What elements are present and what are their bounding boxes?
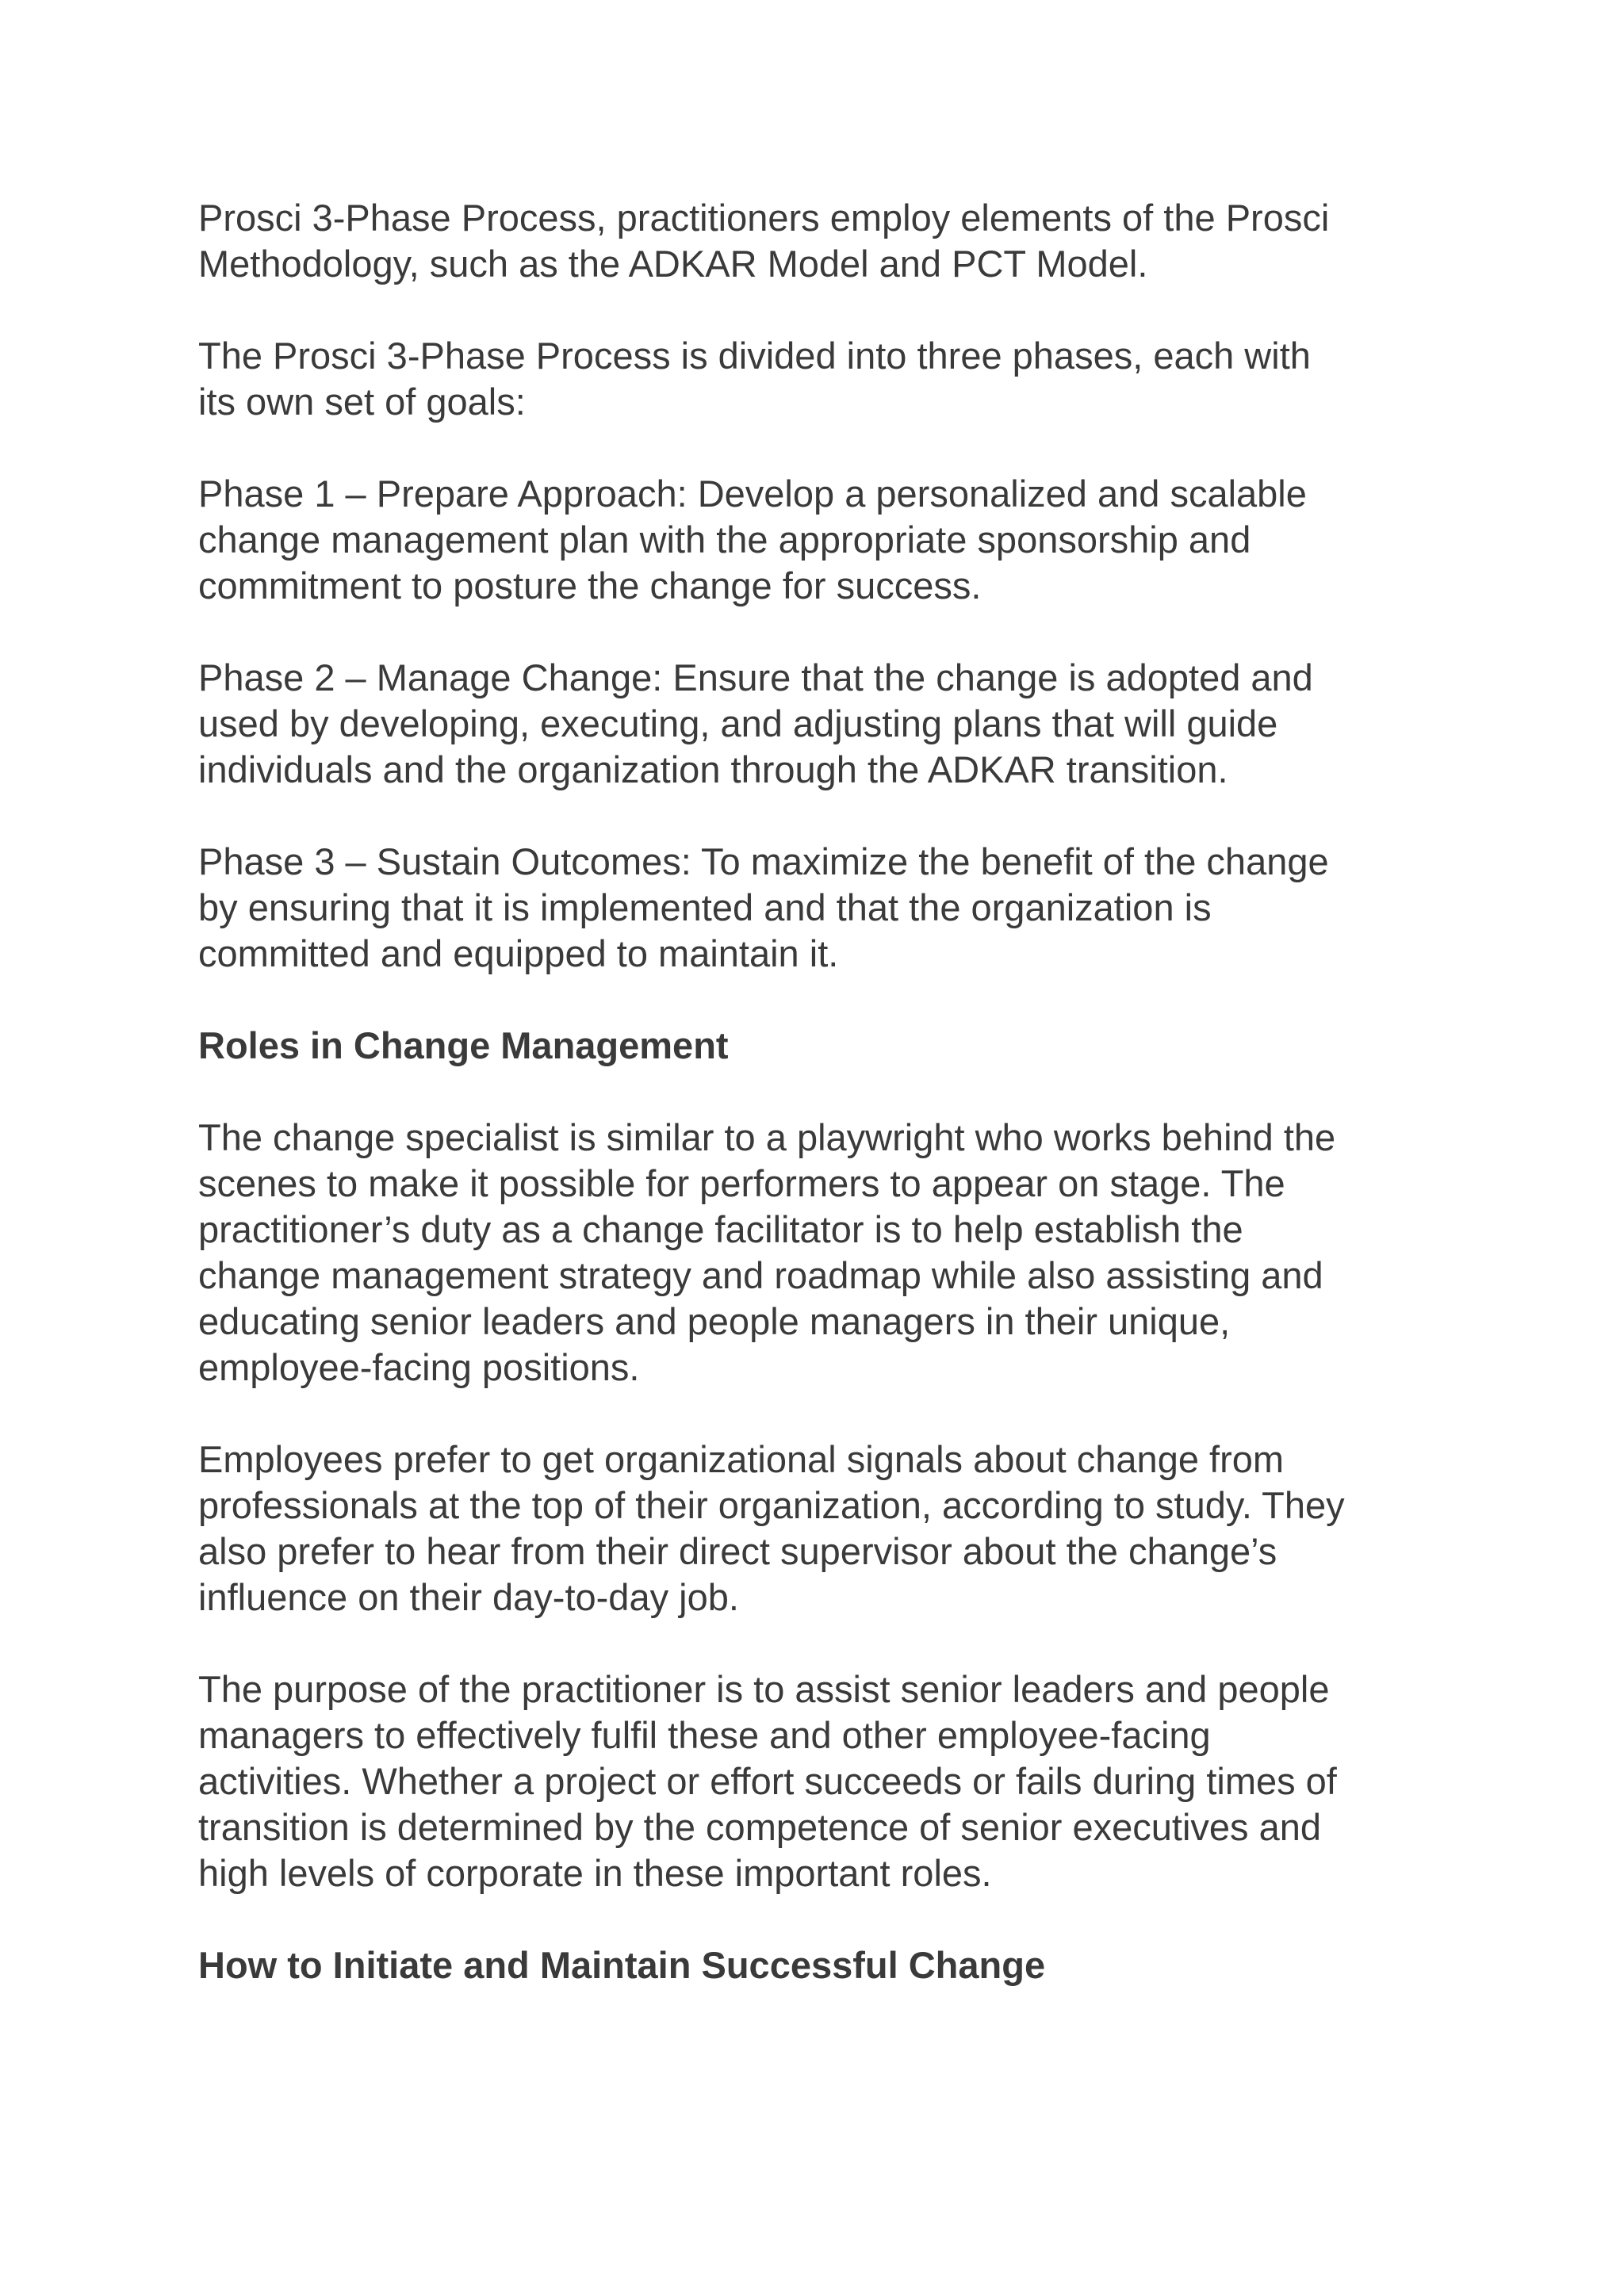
initiate-heading: How to Initiate and Maintain Successful Change <box>198 1944 1046 1986</box>
phase-2-paragraph: Phase 2 – Manage Change: Ensure that the change is adopted and used by developing, executing, and adjusting plans that will guide individuals and the organization through the ADKAR transition. <box>198 656 1313 790</box>
roles-paragraph-2: Employees prefer to get organizational signals about change from professionals at the top of their organization, according to study. They also prefer to hear from their direct supervisor about the change’s influence on their day-to-day job. <box>198 1438 1345 1618</box>
roles-paragraph-3: The purpose of the practitioner is to assist senior leaders and people managers to effectively fulfil these and other employee-facing activities. Whether a project or effort succeeds or fails during times of transition is determined by the competence of senior executives and high levels of corporate in these important roles. <box>198 1668 1337 1894</box>
roles-heading: Roles in Change Management <box>198 1024 729 1066</box>
phases-intro-paragraph: The Prosci 3-Phase Process is divided into three phases, each with its own set of goals: <box>198 335 1311 423</box>
intro-paragraph: Prosci 3-Phase Process, practitioners employ elements of the Prosci Methodology, such as the ADKAR Model and PCT Model. <box>198 197 1330 285</box>
document-body <box>198 195 1451 2034</box>
phase-1-paragraph: Phase 1 – Prepare Approach: Develop a personalized and scalable change management plan with the appropriate sponsorship and commitment to posture the change for success. <box>198 473 1307 607</box>
roles-paragraph-1: The change specialist is similar to a playwright who works behind the scenes to make it possible for performers to appear on stage. The practitioner’s duty as a change facilitator is to help establish the change management strategy and roadmap while also assisting and educating senior leaders and people managers in their unique, employee-facing positions. <box>198 1116 1336 1388</box>
phase-3-paragraph: Phase 3 – Sustain Outcomes: To maximize the benefit of the change by ensuring that it is implemented and that the organization is committed and equipped to maintain it. <box>198 840 1329 974</box>
